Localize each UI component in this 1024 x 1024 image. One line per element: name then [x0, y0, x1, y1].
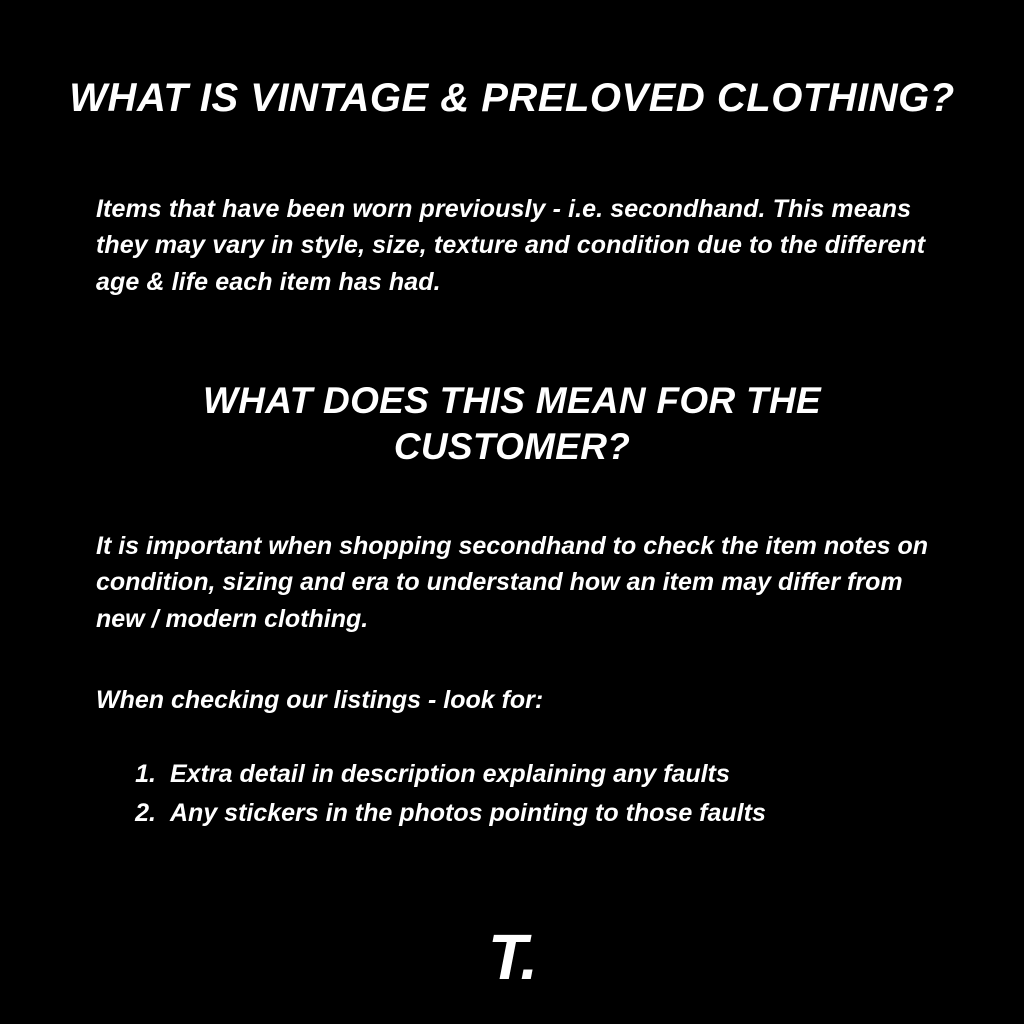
section-heading: WHAT DOES THIS MEAN FOR THE CUSTOMER? — [203, 380, 821, 468]
list-item-label: Any stickers in the photos pointing to those faults — [170, 798, 766, 827]
list-item-number: 1. — [135, 760, 156, 788]
body-paragraph: It is important when shopping secondhand to check the item notes on condition, sizing and era to understand how an item may differ from new / modern clothing. — [96, 532, 929, 633]
list-item-number: 2. — [135, 798, 156, 827]
list-item — [122, 755, 962, 794]
list-item-label: Extra detail in description explaining any faults — [170, 760, 730, 788]
intro-paragraph: Items that have been worn previously - i.e. secondhand. This means they may vary in style, size, texture and condition due to the different age & life each item has had. — [96, 195, 926, 296]
page-title: WHAT IS VINTAGE & PRELOVED CLOTHING? — [69, 76, 955, 120]
list-item — [122, 794, 962, 833]
listings-prompt: When checking our listings - look for: — [96, 686, 544, 714]
brand-logo: T. — [487, 921, 537, 993]
checklist — [122, 755, 962, 833]
